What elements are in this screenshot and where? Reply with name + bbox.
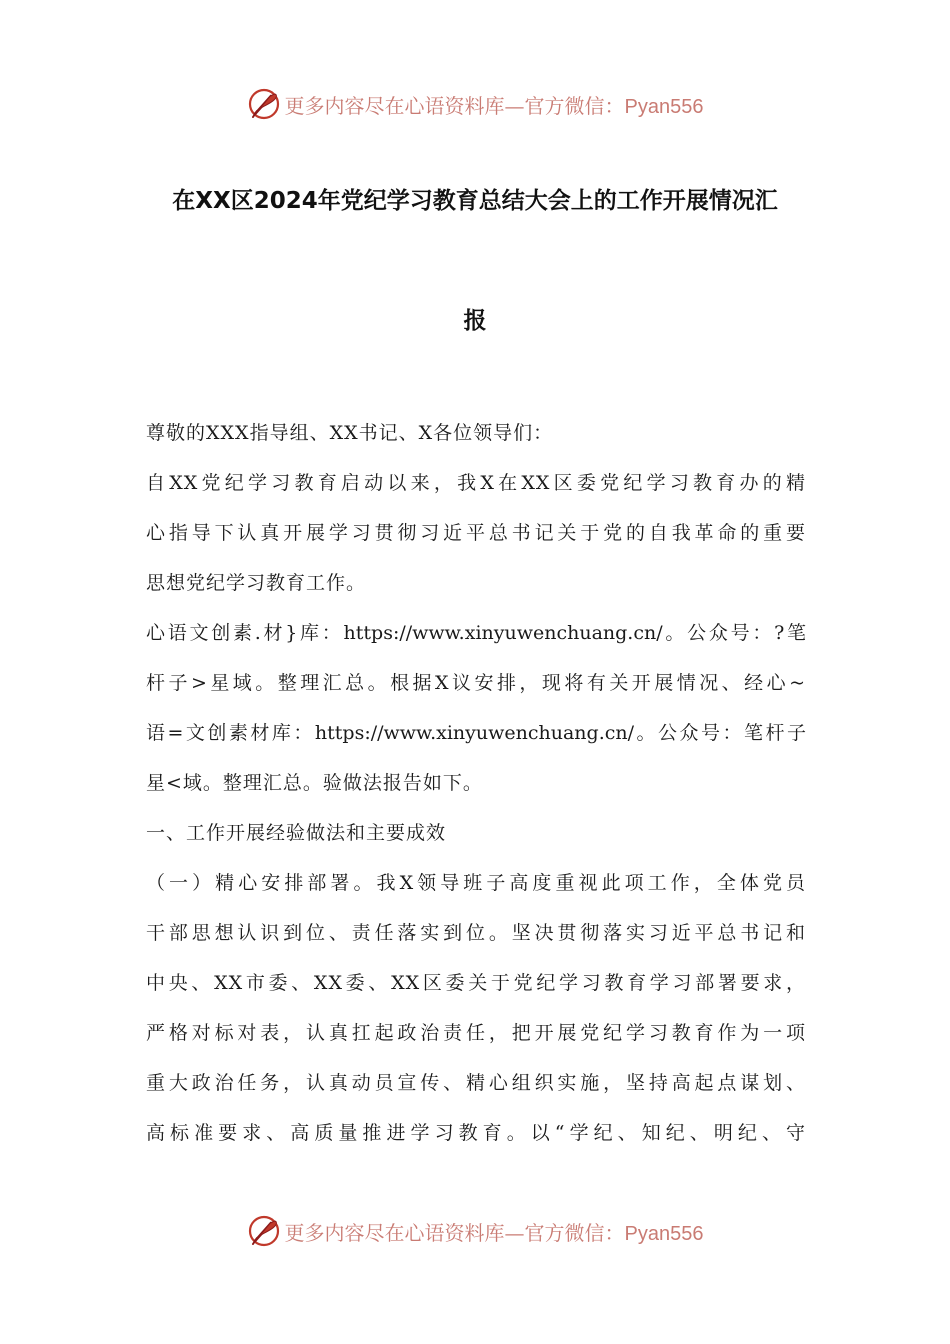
body-line: 心指导下认真开展学习贯彻习近平总书记关于党的自我革命的重要 — [146, 522, 806, 544]
header-watermark-banner — [0, 84, 950, 124]
body-line: 干部思想认识到位、责任落实到位。坚决贯彻落实习近平总书记和 — [146, 922, 806, 944]
watermark-account: Pyan556 — [624, 1222, 704, 1245]
watermark-account: Pyan556 — [624, 95, 704, 118]
section-heading: 一、工作开展经验做法和主要成效 — [146, 822, 447, 844]
salutation-line: 尊敬的XXX指导组、XX书记、X各位领导们： — [146, 422, 554, 444]
body-line: 严格对标对表，认真扛起政治责任，把开展党纪学习教育作为一项 — [146, 1022, 806, 1044]
watermark-text: 更多内容尽在心语资料库—官方微信：Pyan556 — [284, 1220, 704, 1245]
document-title-line-1: 在XX区2024年党纪学习教育总结大会上的工作开展情况汇 — [172, 188, 778, 214]
quill-logo-icon — [247, 1214, 281, 1248]
body-line: 心语文创素.材}库：https://www.xinyuwenchuang.cn/。公众号：?笔 — [146, 622, 806, 644]
quill-logo-icon — [247, 87, 281, 121]
body-line: 语=文创素材库：https://www.xinyuwenchuang.cn/。公众号：笔杆子 — [146, 722, 806, 744]
document-title-line-2: 报 — [463, 308, 487, 334]
body-line: 自XX党纪学习教育启动以来，我X在XX区委党纪学习教育办的精 — [146, 472, 806, 494]
body-line: （一）精心安排部署。我X领导班子高度重视此项工作，全体党员 — [146, 872, 806, 894]
footer-watermark-banner — [0, 1211, 950, 1251]
body-line: 杆子>星域。整理汇总。根据X议安排，现将有关开展情况、经心~ — [146, 672, 806, 694]
body-line: 重大政治任务，认真动员宣传、精心组织实施，坚持高起点谋划、 — [146, 1072, 806, 1094]
body-line: 思想党纪学习教育工作。 — [146, 572, 367, 594]
body-line: 中央、XX市委、XX委、XX区委关于党纪学习教育学习部署要求， — [146, 972, 806, 994]
body-line: 高标准要求、高质量推进学习教育。以“学纪、知纪、明纪、守 — [146, 1122, 806, 1144]
body-line: 星<域。整理汇总。验做法报告如下。 — [146, 772, 483, 794]
watermark-text: 更多内容尽在心语资料库—官方微信：Pyan556 — [284, 93, 704, 118]
